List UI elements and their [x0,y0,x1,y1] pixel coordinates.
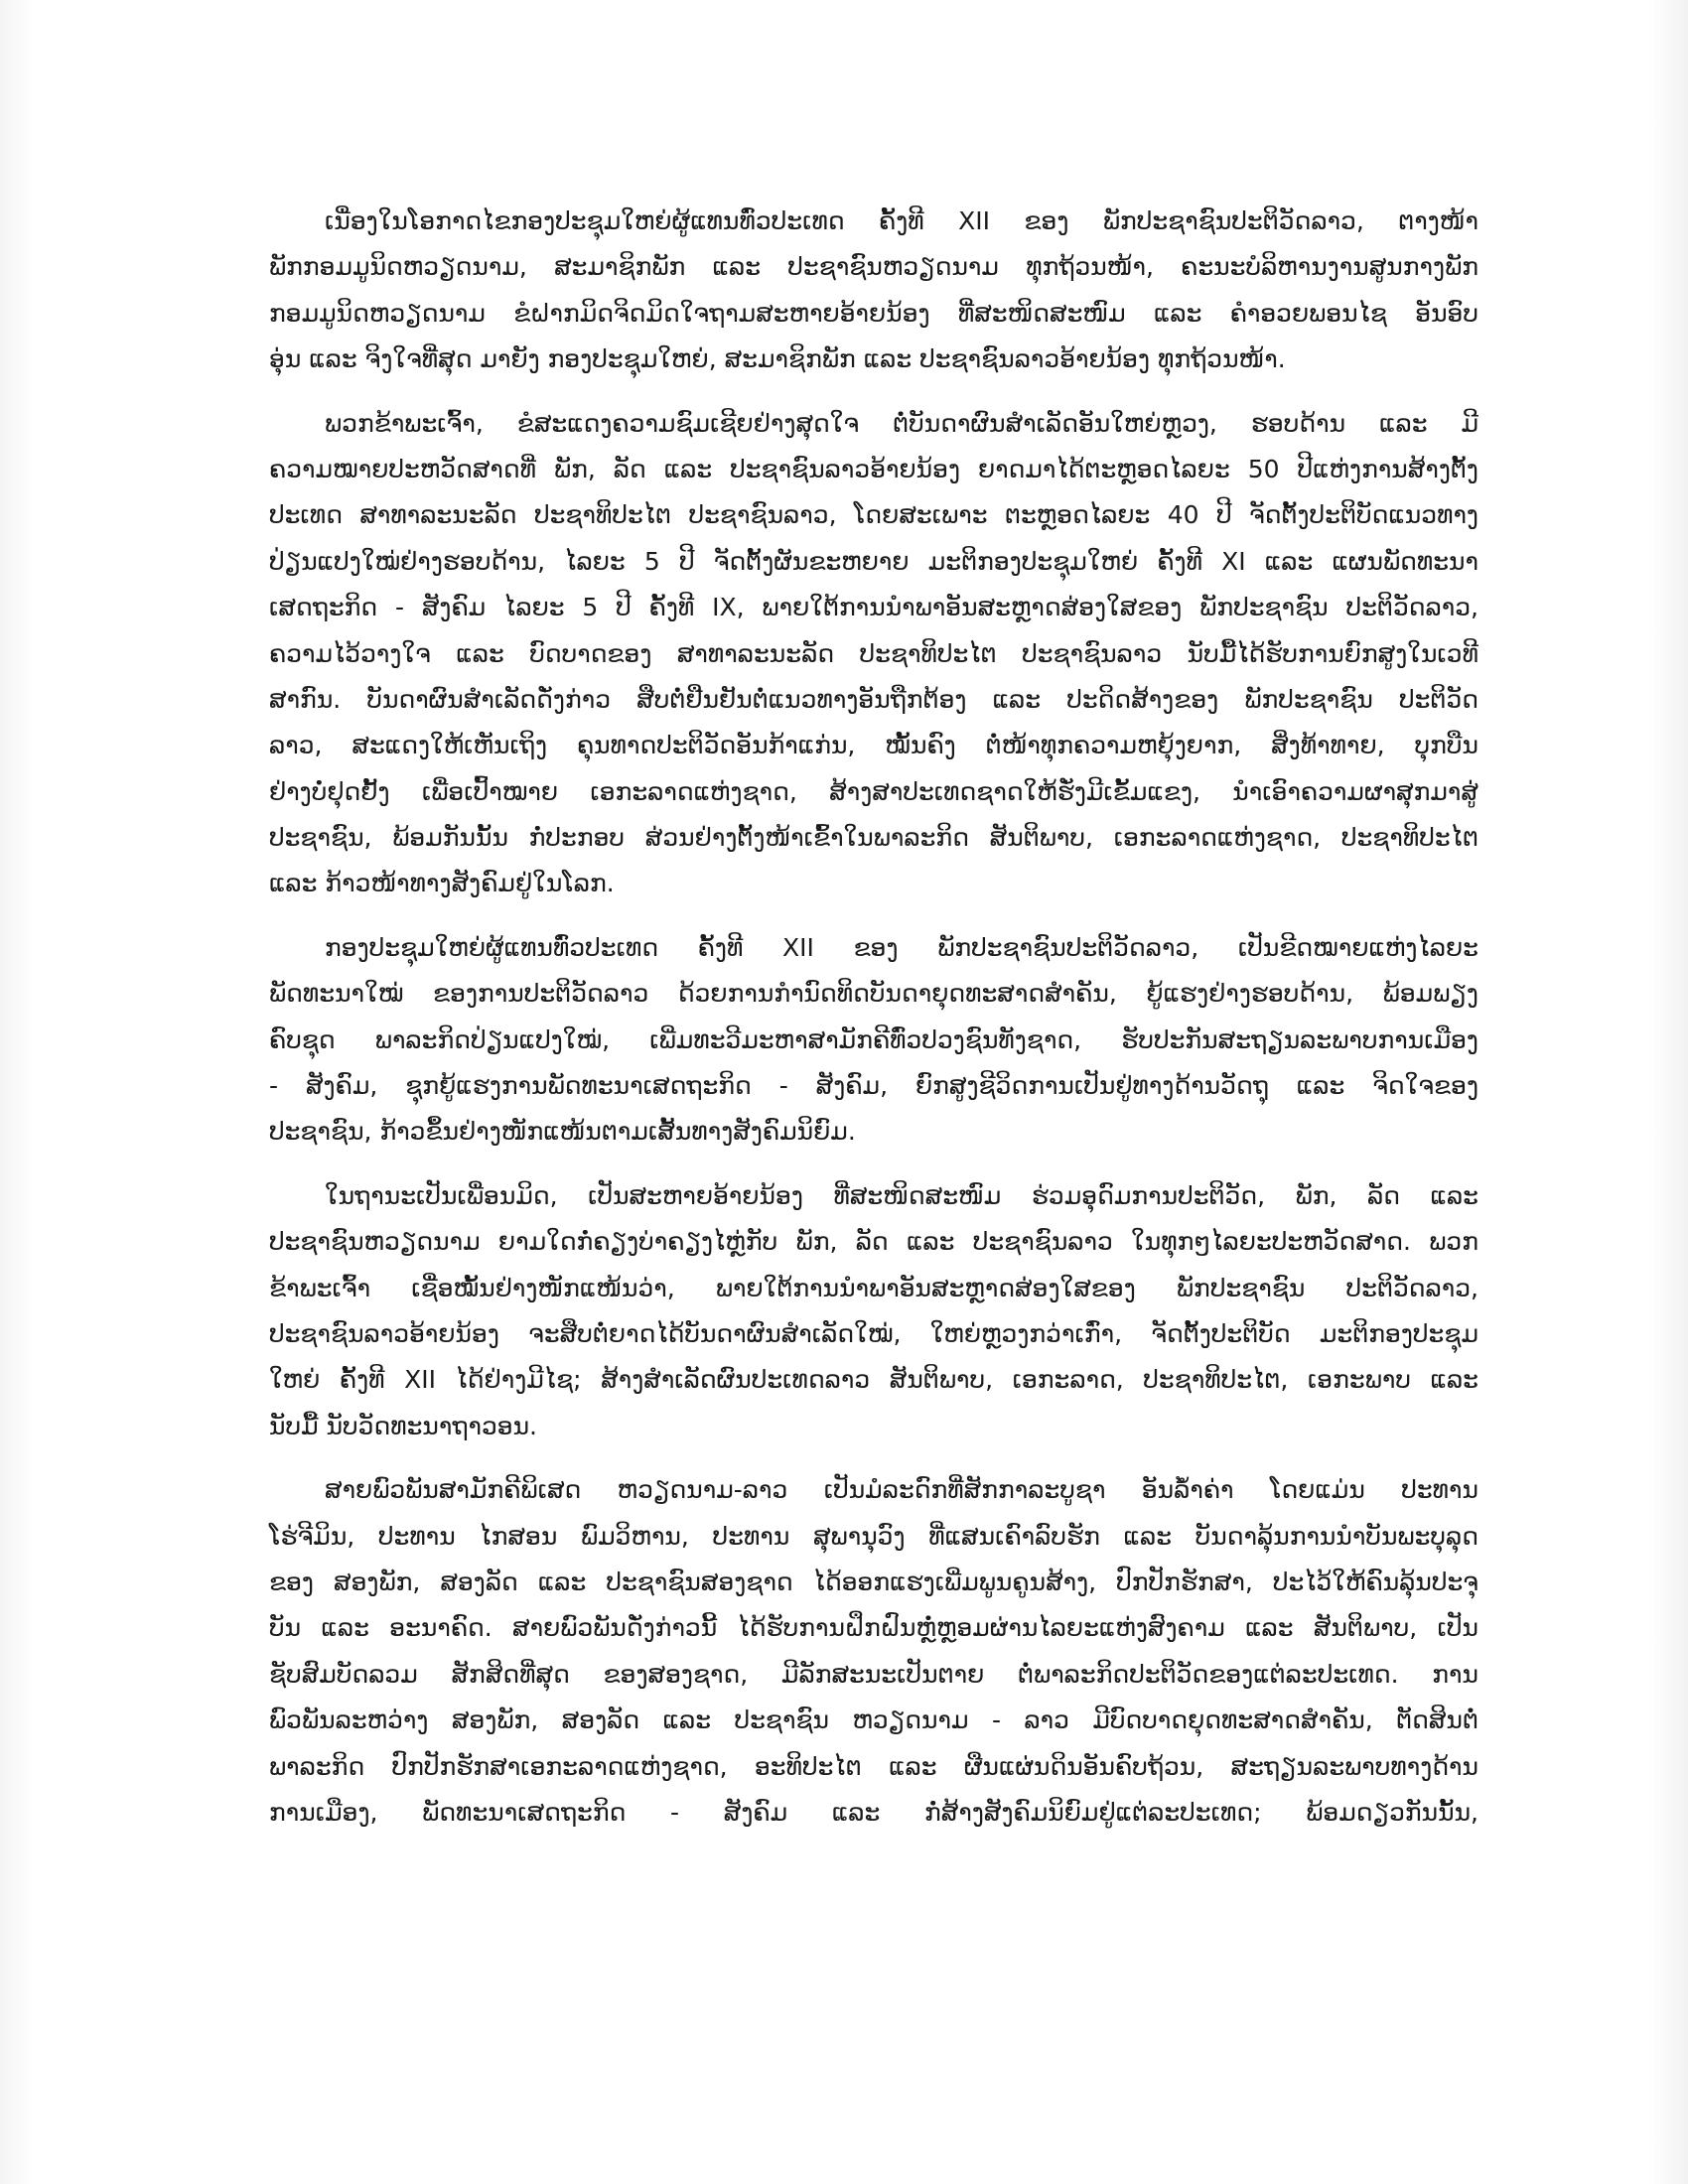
text-line: ເສດຖະກິດ - ສັງຄົມ ໄລຍະ 5 ປີ ຄັ້ງທີ IX, ພາຍໃຕ້ການນຳພາອັນສະຫຼາດສ່ອງໃສຂອງ ພັກປະຊາຊົນ ປະຕິວັດລາວ, [269,593,1478,622]
paragraph [269,1173,1478,1449]
text-line: ປະເທດ ສາທາລະນະລັດ ປະຊາທິປະໄຕ ປະຊາຊົນລາວ, ໂດຍສະເພາະ ຕະຫຼອດໄລຍະ 40 ປີ ຈັດຕັ້ງປະຕິບັດແນວທາງ [269,500,1478,530]
text-line: ບັນ ແລະ ອະນາຄົດ. ສາຍພົວພັນດັ່ງກ່າວນີ້ ໄດ້ຮັບການຝຶກຝົນຫຼໍ່ຫຼອມຜ່ານໄລຍະແຫ່ງສົງຄາມ ແລະ ສັນຕິພາບ, ເປັນ [269,1613,1478,1643]
text-line: ພວກຂ້າພະເຈົ້າ, ຂໍສະແດງຄວາມຊົມເຊີຍຢ່າງສຸດໃຈ ຕໍ່ບັນດາຜົນສຳເລັດອັນໃຫຍ່ຫຼວງ, ຮອບດ້ານ ແລະ ມີ [325,408,1478,438]
text-line: - ສັງຄົມ, ຊຸກຍູ້ແຮງການພັດທະນາເສດຖະກິດ - ສັງຄົມ, ຍົກສູງຊີວິດການເປັນຢູ່ທາງດ້ານວັດຖຸ ແລະ ຈິດໃຈຂອງ [269,1071,1478,1101]
text-line: ອຸ່ນ ແລະ ຈິງໃຈທີ່ສຸດ ມາຍັງ ກອງປະຊຸມໃຫຍ່, ສະມາຊິກພັກ ແລະ ປະຊາຊົນລາວອ້າຍນ້ອງ ທຸກຖ້ວນໜ້າ. [269,344,1286,374]
text-line: ກອງປະຊຸມໃຫຍ່ຜູ້ແທນທົ່ວປະເທດ ຄັ້ງທີ XII ຂອງ ພັກປະຊາຊົນປະຕິວັດລາວ, ເປັນຂີດໝາຍແຫ່ງໄລຍະ [325,932,1478,962]
document-body [269,199,1478,1853]
paragraph [269,925,1478,1156]
text-line: ຄົບຊຸດ ພາລະກິດປ່ຽນແປງໃໝ່, ເພີ່ມທະວີມະຫາສາມັກຄີທົ່ວປວງຊົນທັງຊາດ, ຮັບປະກັນສະຖຽນລະພາບການເມືອງ [269,1024,1478,1054]
text-line: ປະຊາຊົນຫວຽດນາມ ຍາມໃດກໍ່ຄຽງບ່າຄຽງໄຫຼ່ກັບ ພັກ, ລັດ ແລະ ປະຊາຊົນລາວ ໃນທຸກໆໄລຍະປະຫວັດສາດ. ພວກ [269,1227,1478,1257]
text-line: ເນື່ອງໃນໂອກາດໄຂກອງປະຊຸມໃຫຍ່ຜູ້ແທນທົ່ວປະເທດ ຄັ້ງທີ XII ຂອງ ພັກປະຊາຊົນປະຕິວັດລາວ, ຕາງໜ້າ [325,206,1478,235]
text-line: ຊັບສົມບັດລວມ ສັກສິດທີ່ສຸດ ຂອງສອງຊາດ, ມີລັກສະນະເປັນຕາຍ ຕໍ່ພາລະກິດປະຕິວັດຂອງແຕ່ລະປະເທດ. ການ [269,1659,1478,1689]
text-line: ຂ້າພະເຈົ້າ ເຊື່ອໝັ້ນຢ່າງໜັກແໜ້ນວ່າ, ພາຍໃຕ້ການນຳພາອັນສະຫຼາດສ່ອງໃສຂອງ ພັກປະຊາຊົນ ປະຕິວັດລາວ, [269,1273,1478,1302]
text-line: ໂຮ່ຈີມິນ, ປະທານ ໄກສອນ ພົມວິຫານ, ປະທານ ສຸພານຸວົງ ທີ່ແສນເຄົາລົບຮັກ ແລະ ບັນດາລຸ້ນການນຳບັນພະບຸລຸດ [269,1521,1478,1551]
text-line: ສາກົນ. ບັນດາຜົນສຳເລັດດັ່ງກ່າວ ສືບຕໍ່ຢືນຢັນຕໍ່ແນວທາງອັນຖືກຕ້ອງ ແລະ ປະດິດສ້າງຂອງ ພັກປະຊາຊົນ ປະຕິວັດ [269,684,1478,714]
paragraph [269,1467,1478,1836]
text-line: ປະຊາຊົນ, ກ້າວຂຶ້ນຢ່າງໜັກແໜ້ນຕາມເສັ້ນທາງສັງຄົມນິຍົມ. [269,1117,856,1147]
scan-edge-left [0,0,34,2184]
text-line: ຄວາມໄວ້ວາງໃຈ ແລະ ບົດບາດຂອງ ສາທາລະນະລັດ ປະຊາທິປະໄຕ ປະຊາຊົນລາວ ນັບມື້ໄດ້ຮັບການຍົກສູງໃນເວທີ [269,638,1478,668]
text-line: ພັກກອມມູນິດຫວຽດນາມ, ສະມາຊິກພັກ ແລະ ປະຊາຊົນຫວຽດນາມ ທຸກຖ້ວນໜ້າ, ຄະນະບໍລິຫານງານສູນກາງພັກ [269,252,1478,282]
text-line: ແລະ ກ້າວໜ້າທາງສັງຄົມຢູ່ໃນໂລກ. [269,869,615,898]
text-line: ປະຊາຊົນລາວອ້າຍນ້ອງ ຈະສືບຕໍ່ຍາດໄດ້ບັນດາຜົນສຳເລັດໃໝ່, ໃຫຍ່ຫຼວງກວ່າເກົ່າ, ຈັດຕັ້ງປະຕິບັດ ມະຕິກອງປະຊຸມ [269,1318,1478,1348]
scan-edge-right [1648,0,1688,2184]
text-line: ປ່ຽນແປງໃໝ່ຢ່າງຮອບດ້ານ, ໄລຍະ 5 ປີ ຈັດຕັ້ງຜັນຂະຫຍາຍ ມະຕິກອງປະຊຸມໃຫຍ່ ຄັ້ງທີ XI ແລະ ແຜນພັດທະນາ [269,546,1478,576]
paragraph [269,199,1478,383]
text-line: ຂອງ ສອງພັກ, ສອງລັດ ແລະ ປະຊາຊົນສອງຊາດ ໄດ້ອອກແຮງເພີ່ມພູນຄູນສ້າງ, ປົກປັກຮັກສາ, ປະໄວ້ໃຫ້ຄົນລຸ້ນປະຈຸ [269,1567,1478,1596]
text-line: ພົວພັນລະຫວ່າງ ສອງພັກ, ສອງລັດ ແລະ ປະຊາຊົນ ຫວຽດນາມ - ລາວ ມີບົດບາດຍຸດທະສາດສຳຄັນ, ຕັດສິນຕໍ່ [269,1706,1478,1735]
text-line: ຢ່າງບໍ່ຢຸດຢັ້ງ ເພື່ອເປົ້າໝາຍ ເອກະລາດແຫ່ງຊາດ, ສ້າງສາປະເທດຊາດໃຫ້ຮັ່ງມີເຂັ້ມແຂງ, ນຳເອົາຄວາມຜາສຸກມາສູ່ [269,776,1478,806]
text-line: ຄວາມໝາຍປະຫວັດສາດທີ່ ພັກ, ລັດ ແລະ ປະຊາຊົນລາວອ້າຍນ້ອງ ຍາດມາໄດ້ຕະຫຼອດໄລຍະ 50 ປີແຫ່ງການສ້າງຕັ້ງ [269,454,1478,483]
text-line: ລາວ, ສະແດງໃຫ້ເຫັນເຖິງ ຄຸນທາດປະຕິວັດອັນກ້າແກ່ນ, ໝັ້ນຄົງ ຕໍ່ໜ້າທຸກຄວາມຫຍຸ້ງຍາກ, ສິ່ງທ້າທາຍ, ບຸກບືນ [269,731,1478,760]
text-line: ກອມມູນິດຫວຽດນາມ ຂໍຝາກມິດຈິດມິດໃຈຖາມສະຫາຍອ້າຍນ້ອງ ທີ່ສະໜິດສະໜົມ ແລະ ຄຳອວຍພອນໄຊ ອັນອົບ [269,298,1478,328]
text-line: ສາຍພົວພັນສາມັກຄີພິເສດ ຫວຽດນາມ-ລາວ ເປັນມໍລະດົກທີ່ສັກກາລະບູຊາ ອັນລ້ຳຄ່າ ໂດຍແມ່ນ ປະທານ [325,1475,1478,1505]
text-line: ໃຫຍ່ ຄັ້ງທີ XII ໄດ້ຢ່າງມີໄຊ; ສ້າງສຳເລັດຜົນປະເທດລາວ ສັນຕິພາບ, ເອກະລາດ, ປະຊາທິປະໄຕ, ເອກະພາບ ແລະ [269,1365,1478,1395]
text-line: ພາລະກິດ ປົກປັກຮັກສາເອກະລາດແຫ່ງຊາດ, ອະທິປະໄຕ ແລະ ຜືນແຜ່ນດິນອັນຄົບຖ້ວນ, ສະຖຽນລະພາບທາງດ້ານ [269,1751,1478,1781]
text-line: ການເມືອງ, ພັດທະນາເສດຖະກິດ - ສັງຄົມ ແລະ ກໍ່ສ້າງສັງຄົມນິຍົມຢູ່ແຕ່ລະປະເທດ; ພ້ອມດຽວກັນນັ້ນ, [269,1797,1478,1827]
paragraph [269,401,1478,907]
text-line: ໃນຖານະເປັນເພື່ອນມິດ, ເປັນສະຫາຍອ້າຍນ້ອງ ທີ່ສະໜິດສະໜົມ ຮ່ວມອຸດົມການປະຕິວັດ, ພັກ, ລັດ ແລະ [325,1180,1478,1210]
text-line: ນັບມື້ ນັບວັດທະນາຖາວອນ. [269,1411,537,1440]
text-line: ພັດທະນາໃໝ່ ຂອງການປະຕິວັດລາວ ດ້ວຍການກຳນົດທິດບັນດາຍຸດທະສາດສຳຄັນ, ຍູ້ແຮງຢ່າງຮອບດ້ານ, ພ້ອມພຽງ [269,979,1478,1009]
text-line: ປະຊາຊົນ, ພ້ອມກັນນັ້ນ ກໍ່ປະກອບ ສ່ວນຢ່າງຕັ້ງໜ້າເຂົ້າໃນພາລະກິດ ສັນຕິພາບ, ເອກະລາດແຫ່ງຊາດ, ປະຊາທິປະໄຕ [269,823,1478,853]
